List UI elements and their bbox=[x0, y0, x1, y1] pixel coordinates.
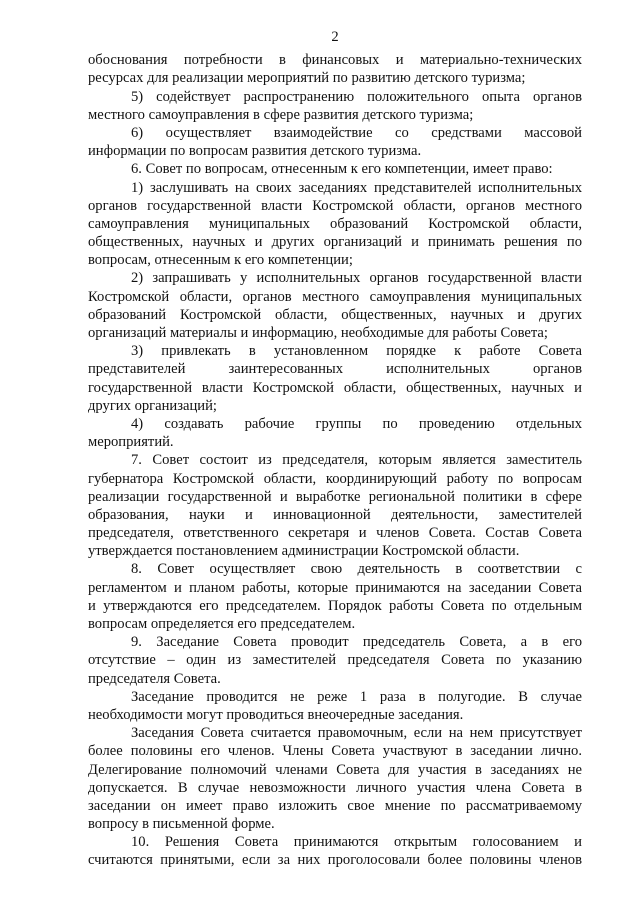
text-line: самоуправления муниципальных образований Костромской области, bbox=[88, 215, 582, 232]
paragraph bbox=[88, 633, 582, 688]
text-line: мероприятий. bbox=[88, 434, 174, 451]
paragraph bbox=[88, 724, 582, 833]
text-line: Делегирование полномочий членами Совета для участия в заседаниях не bbox=[88, 761, 582, 778]
text-line: общественных, научных и других организаций и принимать решения по bbox=[88, 234, 582, 251]
text-line: 1) заслушивать на своих заседаниях представителей исполнительных bbox=[131, 179, 582, 196]
text-line: допускается. В случае невозможности личного участия члена Совета в bbox=[88, 779, 582, 796]
text-line: 3) привлекать в установленном порядке к работе Совета bbox=[131, 343, 582, 360]
paragraph bbox=[88, 124, 582, 160]
text-line: заседании он имеет право изложить свое мнение по рассматриваемому bbox=[88, 797, 582, 814]
paragraph bbox=[88, 560, 582, 633]
text-line: местного самоуправления в сфере развития детского туризма; bbox=[88, 106, 474, 123]
text-line: 4) создавать рабочие группы по проведению отдельных bbox=[131, 415, 582, 432]
text-line: председателя Совета. bbox=[88, 670, 221, 687]
text-line: 6) осуществляет взаимодействие со средствами массовой bbox=[131, 124, 582, 141]
paragraph bbox=[88, 160, 582, 178]
text-line: необходимости могут проводиться внеочередные заседания. bbox=[88, 706, 464, 723]
text-line: губернатора Костромской области, координирующий работу по вопросам bbox=[88, 470, 582, 487]
document-body bbox=[88, 51, 582, 869]
paragraph bbox=[88, 415, 582, 451]
text-line: вопросам определяется его председателем. bbox=[88, 616, 356, 633]
text-line: и утверждаются его председателем. Порядок работы Совета по отдельным bbox=[88, 597, 582, 614]
paragraph bbox=[88, 179, 582, 270]
paragraph bbox=[88, 451, 582, 560]
text-line: регламентом и планом работы, которые принимаются на заседании Совета bbox=[88, 579, 582, 596]
text-line: 7. Совет состоит из председателя, которым является заместитель bbox=[131, 452, 582, 469]
text-line: ресурсах для реализации мероприятий по развитию детского туризма; bbox=[88, 70, 526, 87]
text-line: вопросу в письменной форме. bbox=[88, 816, 275, 833]
text-line: 10. Решения Совета принимаются открытым голосованием и bbox=[131, 834, 582, 851]
text-line: 5) содействует распространению положительного опыта органов bbox=[131, 88, 582, 105]
text-line: председателя, ответственного секретаря и членов Совета. Состав Совета bbox=[88, 525, 582, 542]
text-line: отсутствие – один из заместителей председателя Совета по указанию bbox=[88, 652, 582, 669]
text-line: Костромской области, органов местного самоуправления муниципальных bbox=[88, 288, 582, 305]
text-line: других организаций; bbox=[88, 397, 217, 414]
text-line: информации по вопросам развития детского туризма. bbox=[88, 143, 422, 160]
paragraph bbox=[88, 88, 582, 124]
text-line: организаций материалы и информацию, необходимые для работы Совета; bbox=[88, 325, 548, 342]
text-line: обоснования потребности в финансовых и материально-технических bbox=[88, 52, 582, 69]
paragraph bbox=[88, 51, 582, 87]
paragraph bbox=[88, 833, 582, 869]
text-line: органов государственной власти Костромской области, органов местного bbox=[88, 197, 582, 214]
text-line: считаются принятыми, если за них проголосовали более половины членов bbox=[88, 852, 582, 869]
text-line: 9. Заседание Совета проводит председатель Совета, а в его bbox=[131, 634, 582, 651]
page-number: 2 bbox=[331, 29, 339, 45]
document-page bbox=[88, 28, 582, 870]
text-line: Заседания Совета считается правомочным, если на нем присутствует bbox=[131, 725, 582, 742]
text-line: государственной власти Костромской области, общественных, научных и bbox=[88, 379, 582, 396]
paragraph bbox=[88, 342, 582, 415]
text-line: Заседание проводится не реже 1 раза в полугодие. В случае bbox=[131, 688, 582, 705]
text-line: более половины его членов. Члены Совета участвуют в заседании лично. bbox=[88, 743, 582, 760]
text-line: 8. Совет осуществляет свою деятельность в соответствии с bbox=[131, 561, 582, 578]
paragraph bbox=[88, 269, 582, 342]
text-line: утверждается постановлением администрации Костромской области. bbox=[88, 543, 520, 560]
text-line: 6. Совет по вопросам, отнесенным к его компетенции, имеет право: bbox=[131, 161, 553, 178]
text-line: 2) запрашивать у исполнительных органов государственной власти bbox=[131, 270, 582, 287]
text-line: реализации государственной и выработке региональной политики в сфере bbox=[88, 488, 582, 505]
paragraph bbox=[88, 688, 582, 724]
text-line: образования, науки и инновационной деятельности, заместителей bbox=[88, 506, 582, 523]
text-line: образований Костромской области, общественных, научных и других bbox=[88, 306, 582, 323]
text-line: вопросам, отнесенным к его компетенции; bbox=[88, 252, 353, 269]
text-line: представителей заинтересованных исполнительных органов bbox=[88, 361, 582, 378]
